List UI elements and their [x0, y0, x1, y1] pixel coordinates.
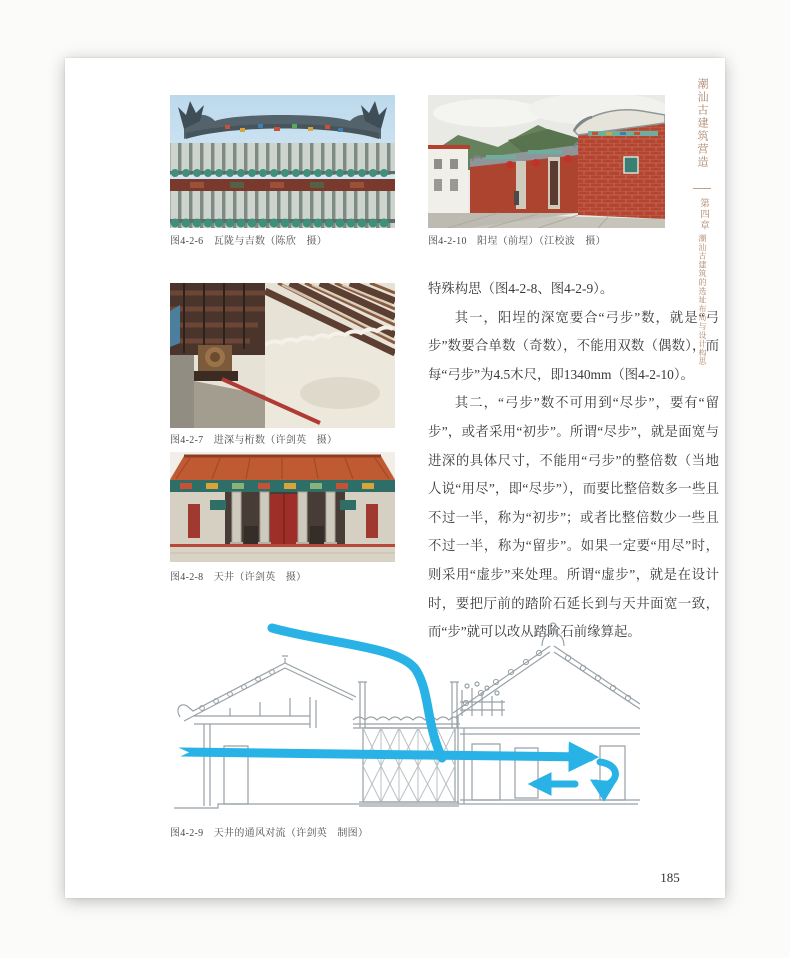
diagram-ventilation-section: [160, 616, 640, 816]
airflow-arrow-downdraft: [272, 628, 442, 758]
body-text: [428, 275, 719, 647]
airflow-arrow-curl: [596, 762, 615, 785]
paragraph-1: 特殊构思（图4-2-8、图4-2-9）。: [428, 281, 614, 296]
running-head-divider: [693, 188, 711, 189]
paragraph-3: 其二，“弓步”数不可用到“尽步”，要有“留步”，或者采用“初步”。所谓“尽步”，就是面宽与进深的具体尺寸，不能用“弓步”的整倍数（当地人说“用尽”，即“尽步”），而要比整倍数多一些且不过一半，称为“初步”；或者比整倍数少一些且不过一半，称为“留步”。如果一定要“用尽”时，则采用“虚步”来处理。所谓“虚步”，就是在设计时，要把厅前的踏阶石延长到与天井面宽一致，而“步”就可以改从踏阶石前缘算起。: [428, 395, 719, 640]
running-head-chapter-title: 潮汕古建筑的选址布局与设计构思: [698, 234, 707, 366]
caption-fig-4-2-10: 图4-2-10 阳埕（前埕）（江校波 摄）: [428, 236, 606, 247]
book-page: [65, 58, 725, 898]
caption-fig-4-2-9: 图4-2-9 天井的通风对流（许剑英 制图）: [170, 828, 369, 839]
photo-front-court: [428, 95, 665, 228]
photo-roof-ridge-tiles: [170, 95, 395, 228]
section-linework: [174, 623, 640, 808]
roof-dot-ornaments: [200, 650, 631, 710]
running-head-book-title: 潮汕古建筑营造: [696, 78, 708, 169]
running-head-chapter: 第四章: [698, 198, 708, 231]
caption-fig-4-2-7: 图4-2-7 进深与桁数（许剑英 摄）: [170, 435, 338, 446]
paragraph-2: 其一，阳埕的深宽要合“弓步”数，就是“弓步”数要合单数（奇数），不能用双数（偶数），而每“弓步”为4.5木尺，即1340mm（图4-2-10）。: [428, 309, 719, 382]
caption-fig-4-2-6: 图4-2-6 瓦陇与吉数（陈欣 摄）: [170, 236, 328, 247]
caption-fig-4-2-8: 图4-2-8 天井（许剑英 摄）: [170, 572, 307, 583]
photo-beam-structure: [170, 283, 395, 428]
photo-courtyard: [170, 452, 395, 562]
page-number: 185: [660, 870, 680, 885]
airflow-arrow-horizontal: [180, 752, 590, 757]
